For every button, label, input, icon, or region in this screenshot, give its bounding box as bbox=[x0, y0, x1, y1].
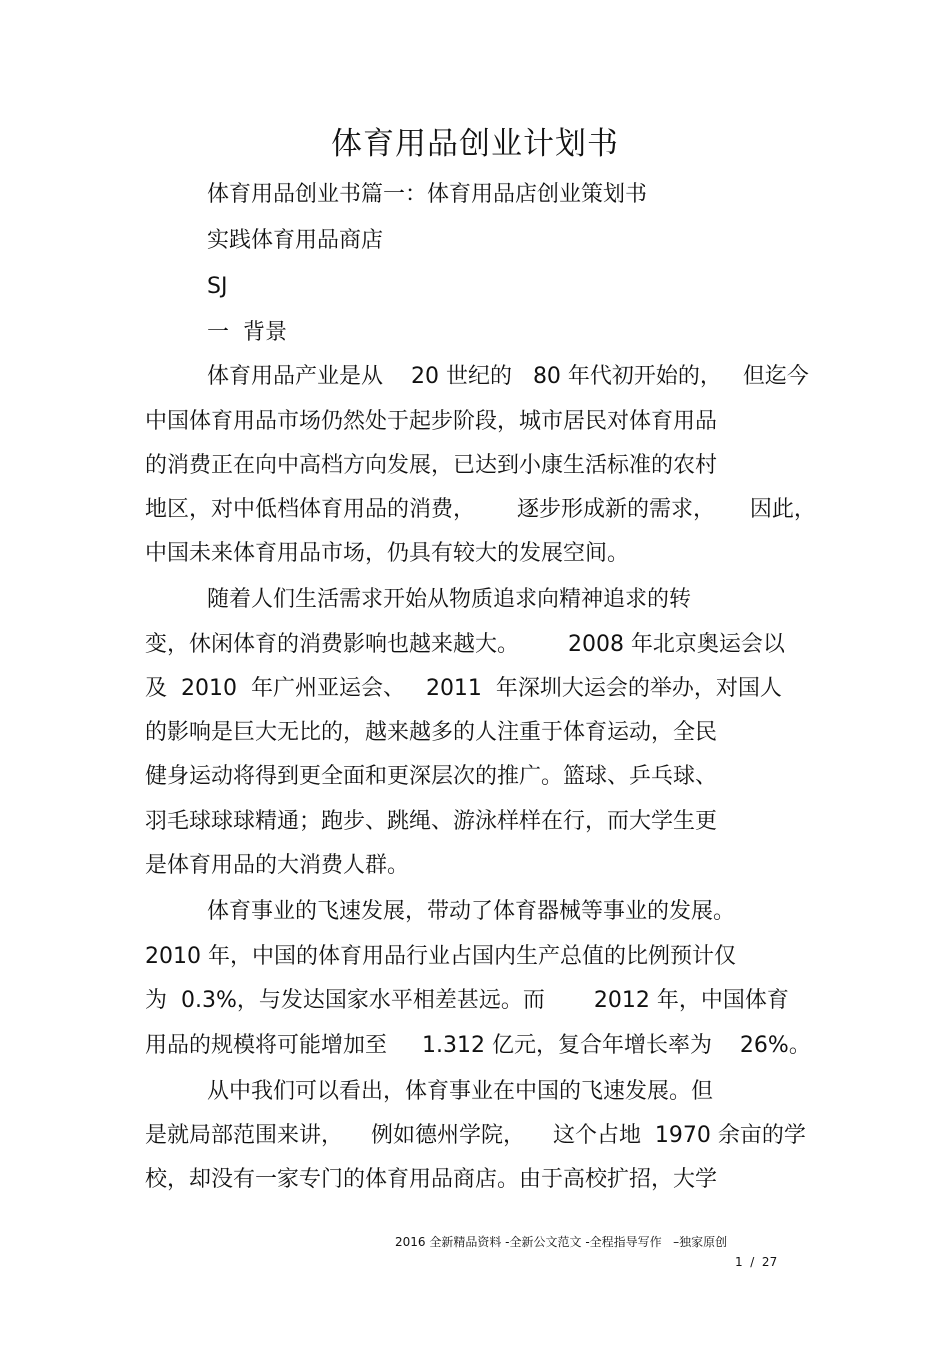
body-line: 变，休闲体育的消费影响也越来越大。 2008 年北京奥运会以 bbox=[145, 632, 785, 657]
body-line: 从中我们可以看出，体育事业在中国的飞速发展。但 bbox=[207, 1079, 714, 1104]
footer-text: 2016 全新精品资料 -全新公文范文 -全程指导写作 –独家原创 bbox=[395, 1235, 728, 1249]
store-name: 实践体育用品商店 bbox=[207, 228, 384, 253]
body-line: 体育事业的飞速发展，带动了体育器械等事业的发展。 bbox=[207, 899, 736, 924]
body-line: 是体育用品的大消费人群。 bbox=[145, 853, 410, 878]
body-line: 随着人们生活需求开始从物质追求向精神追求的转 bbox=[207, 587, 692, 612]
body-line: 为 0.3%，与发达国家水平相差甚远。而 2012 年，中国体育 bbox=[145, 988, 789, 1013]
body-line: 中国体育用品市场仍然处于起步阶段，城市居民对体育用品 bbox=[145, 409, 718, 434]
body-line: 羽毛球球球精通；跑步、跳绳、游泳样样在行，而大学生更 bbox=[145, 809, 718, 834]
document-title: 体育用品创业计划书 bbox=[331, 126, 619, 162]
body-line: 的消费正在向中高档方向发展，已达到小康生活标准的农村 bbox=[145, 453, 718, 478]
body-line: 用品的规模将可能增加至 1.312 亿元，复合年增长率为 26%。 bbox=[145, 1033, 811, 1058]
body-line: 是就局部范围来讲， 例如德州学院， 这个占地 1970 余亩的学 bbox=[145, 1123, 806, 1148]
section-heading: 一 背景 bbox=[207, 320, 287, 345]
body-line: 地区，对中低档体育用品的消费， 逐步形成新的需求， 因此， bbox=[145, 497, 816, 522]
body-line: 及 2010 年广州亚运会、 2011 年深圳大运会的举办，对国人 bbox=[145, 676, 782, 701]
body-line: 健身运动将得到更全面和更深层次的推广。篮球、乒乓球、 bbox=[145, 764, 718, 789]
body-line: 中国未来体育用品市场，仍具有较大的发展空间。 bbox=[145, 541, 630, 566]
page-number: 1 / 27 bbox=[735, 1255, 778, 1269]
body-line: 校，却没有一家专门的体育用品商店。由于高校扩招，大学 bbox=[145, 1167, 718, 1192]
body-line: 的影响是巨大无比的，越来越多的人注重于体育运动，全民 bbox=[145, 720, 718, 745]
author: SJ bbox=[207, 274, 228, 299]
body-line: 2010 年，中国的体育用品行业占国内生产总值的比例预计仅 bbox=[145, 944, 736, 969]
body-line: 体育用品产业是从 20 世纪的 80 年代初开始的， 但迄今 bbox=[207, 364, 809, 389]
subtitle: 体育用品创业书篇一：体育用品店创业策划书 bbox=[207, 182, 648, 207]
